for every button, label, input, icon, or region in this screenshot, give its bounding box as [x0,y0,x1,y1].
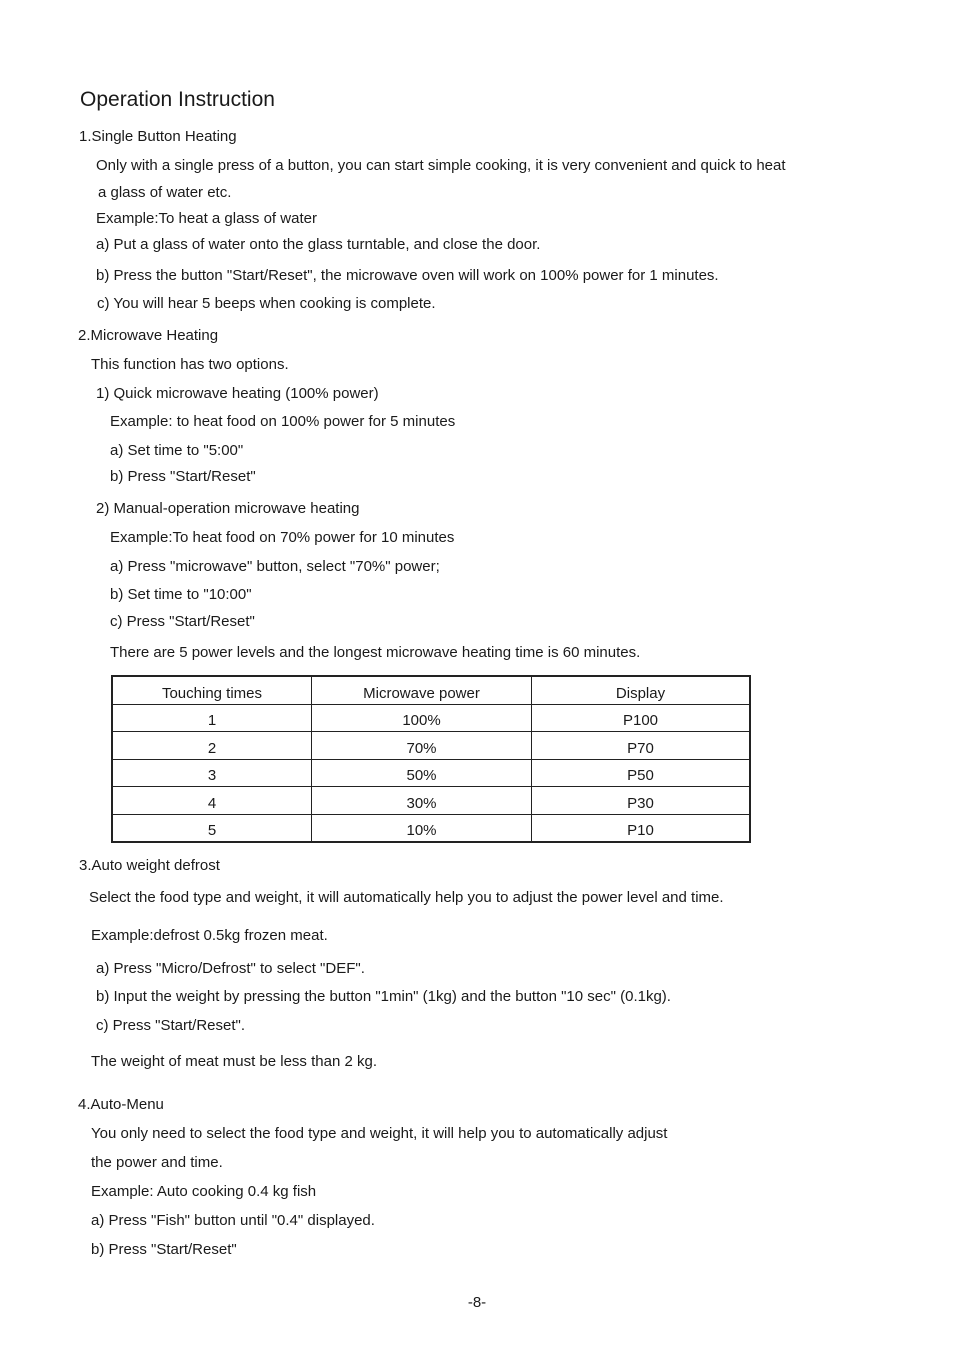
section-1-example: Example:To heat a glass of water [96,210,317,227]
section-1-step-a: a) Put a glass of water onto the glass turntable, and close the door. [96,236,541,253]
option-1-step-b: b) Press "Start/Reset" [110,468,256,485]
section-2-heading: 2.Microwave Heating [78,327,219,344]
section-2-intro: This function has two options. [91,356,289,373]
section-3-step-a: a) Press "Micro/Defrost" to select "DEF". [96,960,365,977]
option-1-step-a: a) Set time to "5:00" [110,442,244,459]
option-2-step-c: c) Press "Start/Reset" [110,613,255,630]
table-row [112,704,750,732]
section-4-heading: 4.Auto-Menu [78,1096,164,1113]
section-3-intro: Select the food type and weight, it will automatically help you to adjust the power level and time. [89,889,724,906]
section-3-step-c: c) Press "Start/Reset". [96,1017,246,1034]
table-cell: P30 [532,787,751,815]
section-3-step-b: b) Input the weight by pressing the button "1min" (1kg) and the button "10 sec" (0.1kg). [96,988,671,1005]
table-cell: 50% [312,759,532,787]
table-row [112,759,750,787]
table-row [112,787,750,815]
option-1-example: Example: to heat food on 100% power for 5 minutes [110,413,456,430]
page-number: -8- [467,1294,487,1311]
option-2-example: Example:To heat food on 70% power for 10 minutes [110,529,455,546]
section-1-step-c: c) You will hear 5 beeps when cooking is complete. [97,295,436,312]
section-4-paragraph-line-2: the power and time. [91,1154,223,1171]
table-header-row [112,676,750,704]
power-level-table [111,675,751,843]
power-levels-note: There are 5 power levels and the longest microwave heating time is 60 minutes. [110,644,641,661]
table-cell: 10% [312,814,532,842]
section-4-step-b: b) Press "Start/Reset" [91,1241,237,1258]
option-2-step-b: b) Set time to "10:00" [110,586,252,603]
option-2-title: 2) Manual-operation microwave heating [96,500,360,517]
table-header-cell: Display [532,676,751,704]
table-cell: P70 [532,732,751,760]
section-1-heading: 1.Single Button Heating [79,128,237,145]
section-1-step-b: b) Press the button "Start/Reset", the microwave oven will work on 100% power for 1 minutes. [96,267,719,284]
table-row [112,732,750,760]
table-cell: 3 [112,759,312,787]
option-2-step-a: a) Press "microwave" button, select "70%" power; [110,558,440,575]
section-4-example: Example: Auto cooking 0.4 kg fish [91,1183,317,1200]
table-header-cell: Touching times [112,676,312,704]
section-3-note: The weight of meat must be less than 2 kg. [91,1053,377,1070]
section-3-heading: 3.Auto weight defrost [79,857,220,874]
table-cell: 4 [112,787,312,815]
table-cell: 2 [112,732,312,760]
table-cell: P50 [532,759,751,787]
section-1-paragraph-line-1: Only with a single press of a button, you can start simple cooking, it is very convenient and quick to heat [96,157,786,174]
option-1-title: 1) Quick microwave heating (100% power) [96,385,379,402]
section-1-paragraph-line-2: a glass of water etc. [98,184,232,201]
table-cell: 5 [112,814,312,842]
table-header-cell: Microwave power [312,676,532,704]
section-3-example: Example:defrost 0.5kg frozen meat. [91,927,328,944]
section-4-step-a: a) Press "Fish" button until "0.4" displayed. [91,1212,375,1229]
section-4-paragraph-line-1: You only need to select the food type and weight, it will help you to automatically adjust [91,1125,668,1142]
table-cell: 70% [312,732,532,760]
table-cell: P10 [532,814,751,842]
table-cell: 100% [312,704,532,732]
table-cell: P100 [532,704,751,732]
table-cell: 1 [112,704,312,732]
table-cell: 30% [312,787,532,815]
page-title: Operation Instruction [80,88,275,111]
table-row [112,814,750,842]
